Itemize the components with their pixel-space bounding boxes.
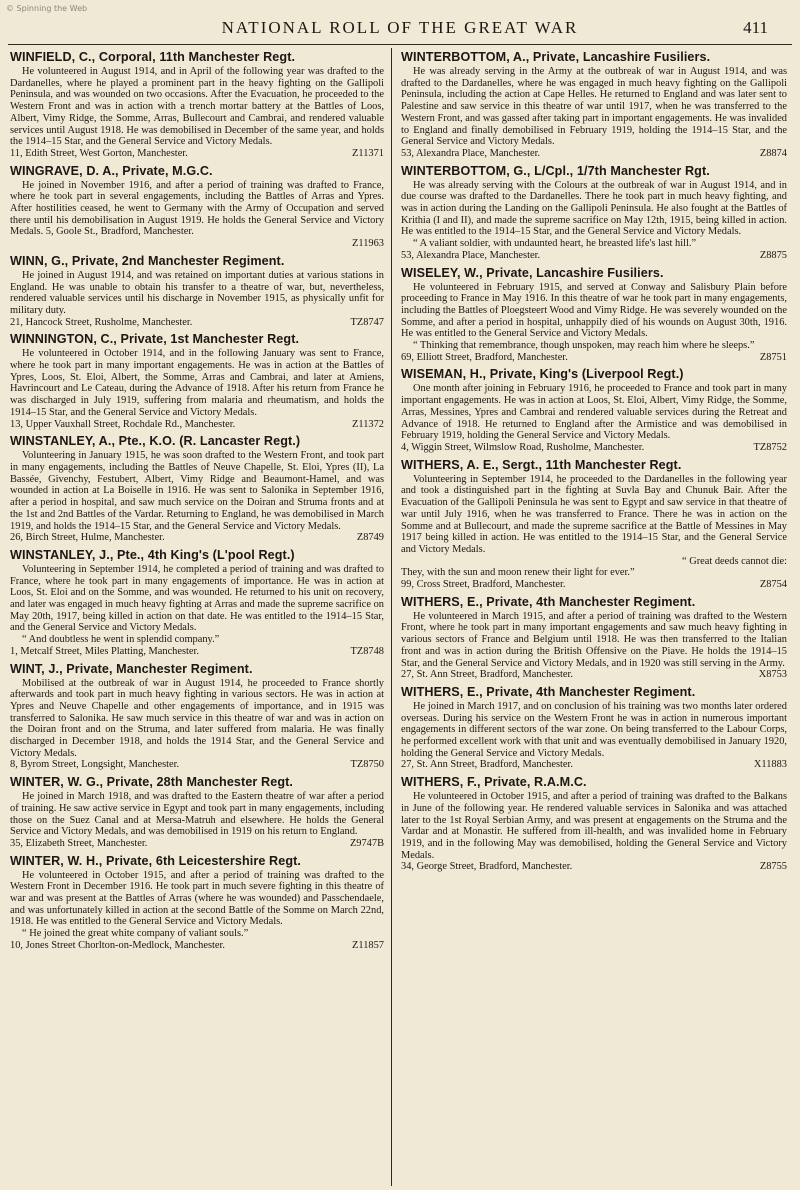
entry-address-line — [10, 646, 384, 658]
entry-number: Z8874 — [759, 147, 787, 159]
roll-entry — [10, 548, 384, 658]
roll-entry — [401, 367, 787, 453]
watermark: © Spinning the Web — [6, 4, 88, 13]
roll-entry — [10, 854, 384, 952]
entry-name: WITHERS, E., Private, 4th Manchester Regiment. — [401, 594, 696, 609]
entry-epitaph: “ Great deeds cannot die: — [681, 555, 787, 567]
entry-number: Z8755 — [759, 861, 787, 873]
entry-text: He volunteered in August 1914, and in April of the following year was drafted to the Dardanelles, where he played a prominent part in the heavy fighting on the Gallipoli Peninsula, and was wounded on two occasions. After the Evacuation, he proceeded to the Western Front and was in action with a trench mortar battery at the Battles of Loos, Albert, Vimy Ridge, the Somme, Arras, Bullecourt and Cambrai, and rendered valuable services until August 1918. He was demobilised in December of the same year, and holds the 1914–15 Star, and the General Service and Victory Medals. — [10, 66, 384, 148]
entry-name: WINTER, W. G., Private, 28th Manchester Regt. — [10, 775, 294, 790]
entry-address-line — [10, 759, 384, 771]
entry-number: Z8751 — [759, 351, 787, 363]
entry-address-line — [401, 669, 787, 681]
entry-address-line — [10, 238, 384, 250]
page-title: NATIONAL ROLL OF THE GREAT WAR — [221, 18, 579, 37]
page-header — [8, 16, 792, 42]
entry-name: WITHERS, A. E., Sergt., 11th Manchester Regt. — [401, 457, 682, 472]
roll-entry — [401, 775, 787, 873]
entry-number: Z8754 — [759, 579, 787, 591]
entry-address-line — [401, 250, 787, 262]
entry-address-line — [10, 419, 384, 431]
entry-name: WINSTANLEY, J., Pte., 4th King's (L'pool Regt.) — [10, 547, 295, 562]
entry-address-line — [10, 940, 384, 952]
roll-entry — [401, 595, 787, 681]
entry-text: He volunteered in October 1915, and after a period of training was drafted to the Western Front in December 1916. He took part in much severe fighting in this theatre of war and was present at the Battles of Arras (where he was wounded) and Passchendaele, and was unfortunately killed in action at the second Battle of the Somme on March 22nd, 1918. He was entitled to the General Service and Victory Medals. — [10, 869, 384, 928]
entry-number: TZ8748 — [350, 645, 384, 657]
entry-number: Z11857 — [352, 939, 384, 951]
entry-text: He volunteered in October 1914, and in the following January was sent to France, where he took part in many important engagements. He was in action at the Battles of Ypres, Loos, St. Eloi, Albert, the Somme, Arras and Cambrai, and later at Amiens, Havrincourt and Le Cateau, during the Advance of 1918. After his return from France he was discharged in July 1919, suffering from malaria and rheumatism, and holds the 1914–15 Star, and the General Service and Victory Medals. — [10, 348, 384, 418]
entry-address-line — [10, 317, 384, 329]
entry-epitaph: “ Thinking that remembrance, though unspoken, may reach him where he sleeps.” — [413, 340, 755, 352]
entry-name: WINSTANLEY, A., Pte., K.O. (R. Lancaster Regt.) — [10, 434, 301, 449]
page-number: 411 — [743, 18, 768, 37]
entry-name: WITHERS, F., Private, R.A.M.C. — [401, 775, 587, 790]
entry-number: TZ8747 — [350, 316, 384, 328]
entry-number: X11883 — [753, 759, 787, 771]
entry-text: He volunteered in March 1915, and after a period of training was drafted to the Western Front, where he took part in many important engagements and saw much heavy fighting in various sectors of France and Belgium until 1918. He was then transferred to the Italian front and was in action during the British Offensive on the Piave. He holds the 1914–15 Star, and the General Service and Victory Medals, and in 1920 was still serving in the Army. — [401, 610, 787, 669]
entry-text: Mobilised at the outbreak of war in August 1914, he proceeded to France shortly afterwards and took part in much heavy fighting in various sectors. He was in action at Ypres and Neuve Chapelle and other engagements of importance, and in 1915 was transferred to Salonika. He saw much service in this theatre of war and was in action on the Doiran front and on the Struma, and later suffered from malaria. He was finally discharged in December 1918, and holds the 1914 Star, and the General Service and Victory Medals. — [10, 677, 384, 759]
entry-name: WINFIELD, C., Corporal, 11th Manchester Regt. — [10, 50, 296, 64]
entry-number: Z11372 — [352, 418, 384, 430]
entry-address: 4, Wiggin Street, Wilmslow Road, Rusholme, Manchester. — [401, 441, 645, 453]
entry-text: He joined in November 1916, and after a period of training was drafted to France, where he took part in several engagements, including the Battles of Arras and Ypres. After hostilities ceased, he went to Germany with the Army of Occupation and served there until his demobilisation in August 1919. He holds the General Service and Victory Medals. 5, Goole St., Bradford, Manchester. — [10, 179, 384, 238]
entry-number: Z8875 — [759, 249, 787, 261]
right-column — [401, 50, 787, 1186]
entry-epitaph: “ A valiant soldier, with undaunted heart, he breasted life's last hill.” — [413, 238, 697, 250]
entry-text: He was already serving in the Army at the outbreak of war in August 1914, and was drafted to the Dardanelles, where he was engaged in much heavy fighting on the Gallipoli Peninsula, including the action at Cape Helles. He returned to England and was later sent to Palestine and saw service in this theatre of war until 1917, when he was transferred to the Western Front, and was gassed after taking part in important engagements. He was invalided to England and finally demobilised in February 1919, holding the 1914–15 Star, and the General Service and Victory Medals. — [401, 66, 787, 148]
entry-number: TZ8750 — [350, 759, 384, 771]
entry-number: Z11963 — [352, 238, 384, 250]
entry-address: 27, St. Ann Street, Bradford, Manchester. — [401, 759, 573, 771]
entry-name: WINT, J., Private, Manchester Regiment. — [10, 661, 253, 676]
entry-address: 53, Alexandra Place, Manchester. — [401, 249, 541, 261]
entry-text: He joined in March 1917, and on conclusion of his training was two months later ordered overseas. During his service on the Western Front he was in action in numerous important engagements in different sectors of the war zone. On being transferred to the Labour Corps, he performed excellent work with that unit and was eventually demobilised in January 1920, holding the General Service and Victory Medals. — [401, 700, 787, 759]
roll-entry — [10, 662, 384, 772]
entry-address-line — [401, 579, 787, 591]
entry-name: WINTERBOTTOM, A., Private, Lancashire Fusiliers. — [401, 50, 711, 64]
entry-address: 10, Jones Street Chorlton-on-Medlock, Manchester. — [10, 939, 225, 951]
entry-address: 34, George Street, Bradford, Manchester. — [401, 861, 573, 873]
entry-address: 1, Metcalf Street, Miles Platting, Manchester. — [10, 645, 200, 657]
entry-name: WINGRAVE, D. A., Private, M.G.C. — [10, 163, 213, 178]
entry-epitaph: “ And doubtless he went in splendid company.” — [22, 634, 220, 646]
entry-address-line — [10, 532, 384, 544]
roll-entry — [401, 266, 787, 364]
entry-address: 11, Edith Street, West Gorton, Manchester. — [10, 147, 188, 159]
entry-name: WINTERBOTTOM, G., L/Cpl., 1/7th Manchester Rgt. — [401, 163, 710, 178]
column-divider — [391, 48, 392, 1186]
entry-address-line — [10, 838, 384, 850]
roll-entry — [401, 164, 787, 262]
entry-address-line — [10, 148, 384, 160]
entry-address-line — [401, 442, 787, 454]
entry-number: Z9747B — [349, 837, 384, 849]
roll-entry — [10, 254, 384, 329]
entry-address: 8, Byrom Street, Longsight, Manchester. — [10, 759, 180, 771]
entry-epitaph: “ He joined the great white company of valiant souls.” — [22, 928, 249, 940]
entry-address: 26, Birch Street, Hulme, Manchester. — [10, 532, 165, 544]
header-rule — [8, 44, 792, 45]
entry-text: He joined in August 1914, and was retained on important duties at various stations in England. He was unable to obtain his transfer to a theatre of war, but, nevertheless, rendered valuable services until his discharge in November 1915, as physically unfit for military duty. — [10, 269, 384, 316]
left-column — [10, 50, 384, 1186]
roll-entry — [10, 434, 384, 544]
entry-address-line — [401, 148, 787, 160]
entry-name: WISELEY, W., Private, Lancashire Fusiliers. — [401, 265, 664, 280]
entry-name: WINTER, W. H., Private, 6th Leicestershire Regt. — [10, 853, 302, 868]
entry-address: 69, Elliott Street, Bradford, Manchester. — [401, 351, 568, 363]
entry-name: WITHERS, E., Private, 4th Manchester Regiment. — [401, 684, 696, 699]
entry-text: Volunteering in September 1914, he proceeded to the Dardanelles in the following year and took a distinguished part in the fighting at Suvla Bay and Chunuk Bair. After the Evacuation of the Gallipoli Peninsula he was sent to Egypt and saw service in that theatre of war until July 1916, when he was transferred to France. There he was in action on the Somme and at Bullecourt, and made the supreme sacrifice at the Battle of Messines in May 1917 being killed in action. He was entitled to the 1914–15 Star, and the General Service and Victory Medals. — [401, 473, 787, 555]
entry-text: Volunteering in September 1914, he completed a period of training and was drafted to France, where he took part in many engagements of importance. He was in action at Loos, St. Eloi and on the Somme, and was wounded. He returned to his unit on recovery, and later was engaged in much heavy fighting at Arras and made the supreme sacrifice on May 20th, 1917, being killed in action on that date. He was entitled to the 1914–15 Star, and the General Service and Victory Medals. — [10, 563, 384, 634]
entry-name: WISEMAN, H., Private, King's (Liverpool Regt.) — [401, 367, 684, 382]
entry-text: He volunteered in October 1915, and after a period of training was drafted to the Balkans in June of the following year. He rendered valuable services in Salonika and was attached later to the 1st Royal Serbian Army, and was present at engagements on the Struma and the Vardar and at Monastir. He suffered from ill-health, and was invalided home in February 1919, and in the following May was demobilised, holding the General Service and Victory Medals. — [401, 791, 787, 861]
entry-address: 53, Alexandra Place, Manchester. — [401, 147, 541, 159]
roll-entry — [10, 50, 384, 160]
entry-address: 27, St. Ann Street, Bradford, Manchester. — [401, 669, 573, 681]
entry-name: WINNINGTON, C., Private, 1st Manchester Regt. — [10, 332, 300, 347]
entry-text: He volunteered in February 1915, and served at Conway and Salisbury Plain before proceeding to France in May 1916. In this theatre of war he took part in many engagements, including the Battles of Ploegsteert Wood and Vimy Ridge. He was severely wounded on the Somme, and after a period in hospital, unhappily died of his wounds on August 30th, 1916. He was entitled to the General Service and Victory Medals. — [401, 281, 787, 340]
roll-entry — [401, 50, 787, 160]
entry-address-line — [401, 759, 787, 771]
entry-number: TZ8752 — [753, 441, 787, 453]
entry-address-line — [401, 352, 787, 364]
entry-text: He joined in March 1918, and was drafted to the Eastern theatre of war after a period of training. He saw active service in Egypt and took part in many engagements, including those on the Suez Canal and at Mersa-Matruh and elsewhere. He holds the General Service and Victory Medals, and was demobilised in 1919 on his return to England. — [10, 791, 384, 838]
roll-entry — [10, 332, 384, 430]
entry-address-line — [401, 861, 787, 873]
entry-address: 99, Cross Street, Bradford, Manchester. — [401, 579, 566, 591]
entry-text: He was already serving with the Colours at the outbreak of war in August 1914, and in due course was drafted to the Dardanelles. There he took part in much heavy fighting, and was in action during the Landing on the Gallipoli Peninsula. He also fought at the Battles of Krithia (I and II), and made the supreme sacrifice on May 12th, 1915, being killed in action. He was entitled to the 1914–15 Star, and the General Service and Victory Medals. — [401, 179, 787, 238]
entry-number: Z11371 — [352, 147, 384, 159]
roll-entry — [10, 775, 384, 850]
entry-address: 21, Hancock Street, Rusholme, Manchester. — [10, 316, 193, 328]
entry-name: WINN, G., Private, 2nd Manchester Regiment. — [10, 253, 285, 268]
entry-number: X8753 — [758, 669, 787, 681]
entry-address: 13, Upper Vauxhall Street, Rochdale Rd., Manchester. — [10, 418, 236, 430]
roll-entry — [10, 164, 384, 250]
entry-address: 35, Elizabeth Street, Manchester. — [10, 837, 148, 849]
entry-text: Volunteering in January 1915, he was soon drafted to the Western Front, and took part in many engagements, including the Battles of Neuve Chapelle, St. Eloi, Ypres (II), La Bassée, Givenchy, Festubert, Albert, Vimy Ridge and Beaumont-Hamel, and was wounded in action at La Boiselle in 1916. He was sent to Salonika in September 1916, after a period in hospital, and saw much service on the Doiran and Struma fronts and at the 1st and 2nd Battles of the Vardar. Returning to England, he was demobilised in March 1919, and holds the 1914–15 Star, and the General Service and Victory Medals. — [10, 450, 384, 532]
entry-epitaph-line-2: They, with the sun and moon renew their light for ever.” — [401, 567, 635, 579]
entry-number: Z8749 — [356, 532, 384, 544]
roll-entry — [401, 685, 787, 771]
roll-entry — [401, 458, 787, 591]
entry-text: One month after joining in February 1916, he proceeded to France and took part in many important engagements. He was in action at Loos, St. Eloi, Albert, Vimy Ridge, the Somme, Arras, Messines, Ypres and Cambrai and rendered valuable services during the Retreat and Advance of 1918. He returned to England after the Armistice and was demobilised in February 1919, holding the General Service and Victory Medals. — [401, 383, 787, 442]
